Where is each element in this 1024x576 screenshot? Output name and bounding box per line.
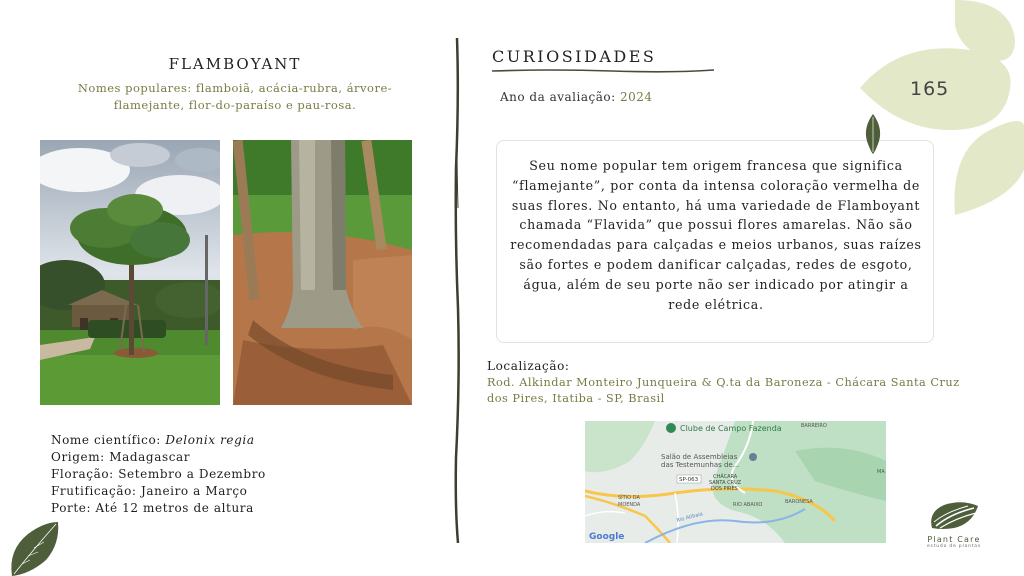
svg-text:SANTA CRUZ: SANTA CRUZ xyxy=(709,480,742,486)
svg-text:CHÁCARA: CHÁCARA xyxy=(713,474,738,480)
svg-text:MA: MA xyxy=(877,469,885,475)
fact-flowering: Floração: Setembro a Dezembro xyxy=(51,467,266,481)
plant-care-logo-icon xyxy=(928,500,980,530)
map-pin-icon xyxy=(666,423,676,433)
map-place-icon xyxy=(749,453,757,461)
plant-name: FLAMBOYANT xyxy=(168,55,302,73)
svg-text:DOS PIRES: DOS PIRES xyxy=(711,486,738,492)
location-address: Rod. Alkindar Monteiro Junqueira & Q.ta da Baroneza - Chácara Santa Cruz dos Pires, Itatiba - SP, Brasil xyxy=(487,376,960,405)
svg-text:SP-063: SP-063 xyxy=(679,477,699,483)
svg-text:BARONESA: BARONESA xyxy=(785,499,813,505)
page-number: 165 xyxy=(910,78,950,100)
svg-text:BARREIRO: BARREIRO xyxy=(801,423,827,429)
photo-tree xyxy=(40,140,220,405)
svg-text:Salão de Assembleias: Salão de Assembleias xyxy=(661,453,738,461)
svg-text:MOENDA: MOENDA xyxy=(618,502,641,508)
svg-text:das Testemunhas de...: das Testemunhas de... xyxy=(661,461,740,469)
fact-scientific-name: Nome científico: Delonix regia xyxy=(51,433,255,447)
map-image xyxy=(585,421,886,543)
leaf-icon xyxy=(8,520,60,576)
scientific-name-value: Delonix regia xyxy=(165,433,255,447)
logo-name: Plant Care xyxy=(927,535,981,544)
plant-care-logo xyxy=(918,500,990,556)
decorative-leaves xyxy=(860,0,1024,230)
photo-tree-image xyxy=(40,140,220,405)
location-label: Localização: xyxy=(487,359,570,373)
curiosidades-text: Seu nome popular tem origem francesa que significa “flamejante”, por conta da intensa coloração vermelha de suas flores. No entanto, há uma variedade de Flamboyant chamada “Flavida” que possui flores amarelas. Não são recomendadas para calçadas e meios urbanos, suas raízes são fortes e podem danificar calçadas, redes de esgoto, água, além de seu porte não ser indicado por atingir a rede elétrica. xyxy=(510,158,922,312)
small-leaf-icon xyxy=(862,114,884,154)
svg-text:Rio Atibaia: Rio Atibaia xyxy=(675,511,704,524)
google-logo: Google xyxy=(589,532,625,542)
logo-subtitle: estudo de plantas xyxy=(926,544,981,549)
brush-divider xyxy=(452,38,462,543)
fact-fruiting: Frutificação: Janeiro a Março xyxy=(51,484,248,498)
svg-text:RIO ABAIXO: RIO ABAIXO xyxy=(733,502,763,508)
photo-trunk xyxy=(233,140,412,405)
plant-facts xyxy=(51,432,266,517)
svg-text:SÍTIO DA: SÍTIO DA xyxy=(618,495,640,501)
evaluation-year-value: 2024 xyxy=(619,90,653,104)
popular-names: Nomes populares: flamboiã, acácia-rubra, árvore-flamejante, flor-do-paraíso e pau-rosa. xyxy=(77,81,393,112)
fact-origin: Origem: Madagascar xyxy=(51,450,191,464)
title-underline xyxy=(492,68,714,74)
svg-text:Clube de Campo Fazenda: Clube de Campo Fazenda xyxy=(680,424,782,433)
photo-trunk-image xyxy=(233,140,412,405)
fact-size: Porte: Até 12 metros de altura xyxy=(51,501,254,515)
location-map[interactable] xyxy=(585,421,886,543)
evaluation-year: Ano da avaliação: 2024 xyxy=(500,90,653,104)
curiosidades-title: CURIOSIDADES xyxy=(492,47,657,66)
